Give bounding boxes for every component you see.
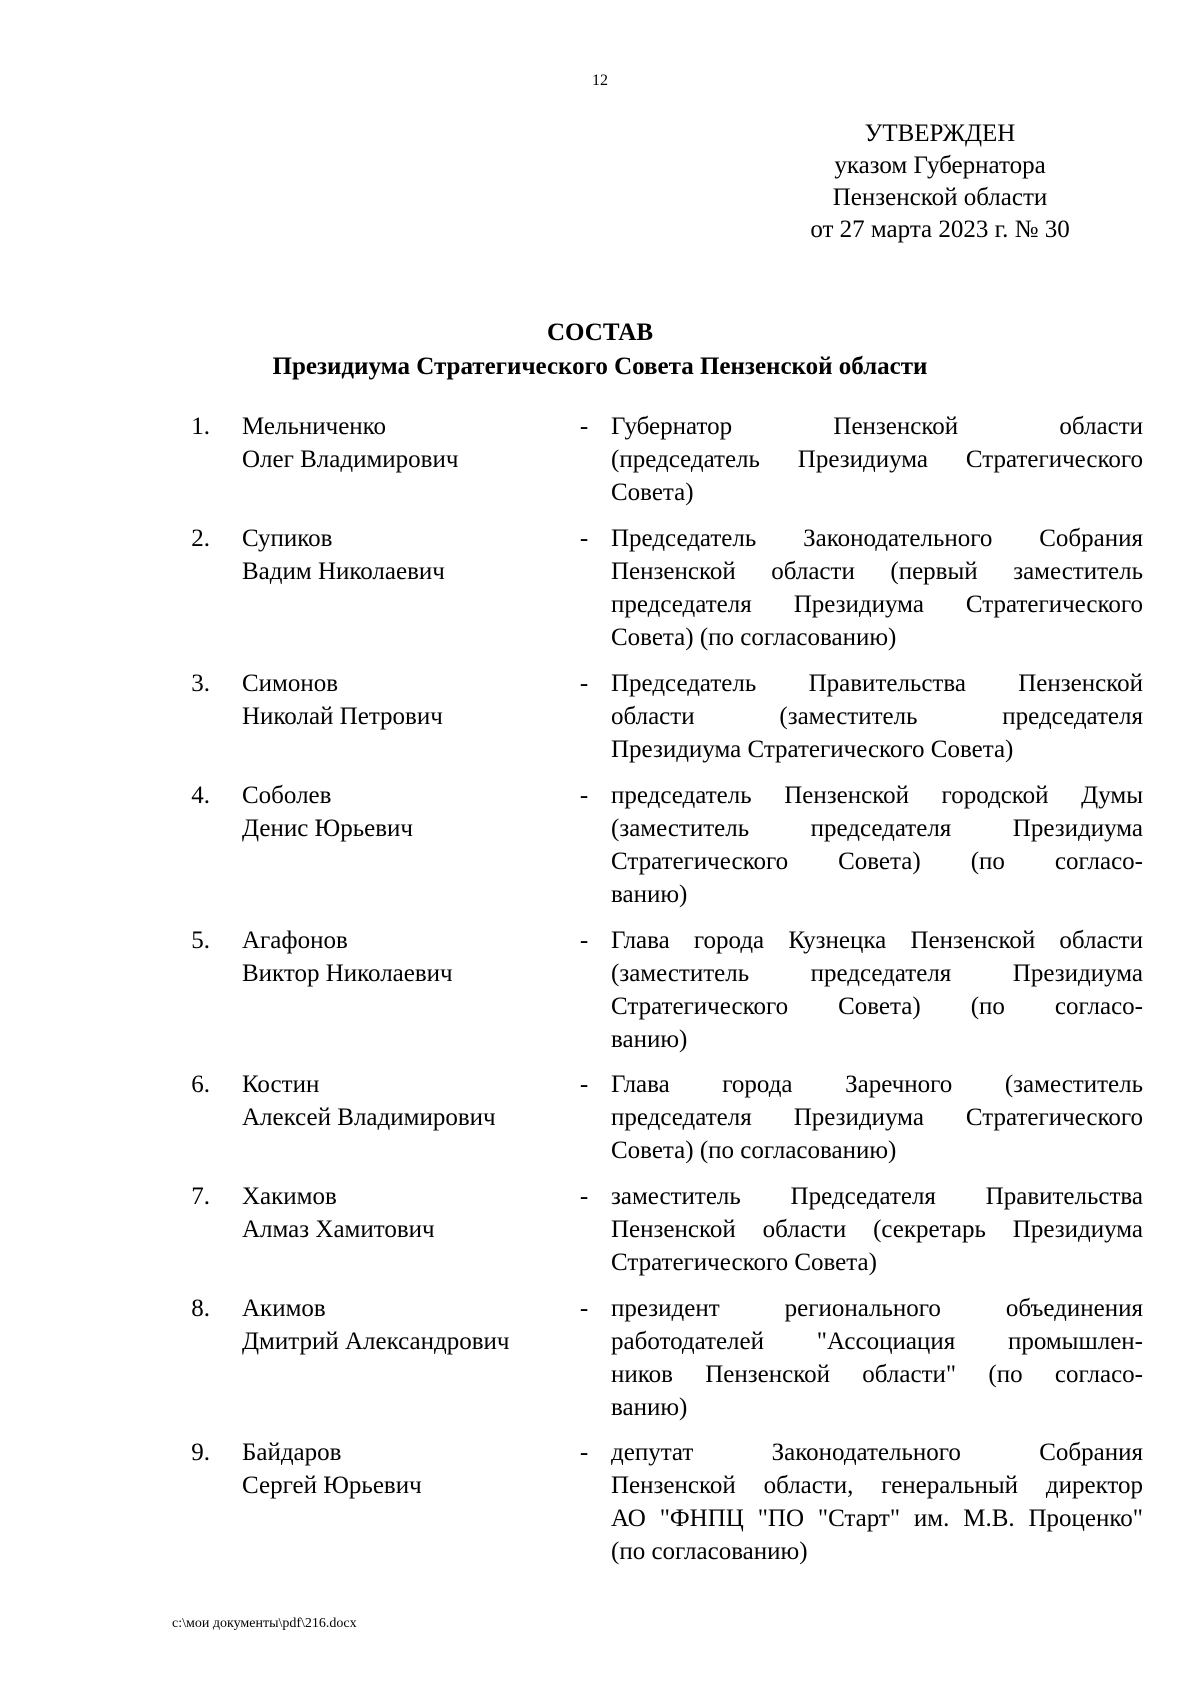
member-number: 3. — [191, 670, 210, 697]
role-line: Глава города Заречного (заместитель — [611, 1071, 1143, 1098]
member-dash: - — [579, 670, 589, 697]
role-line: области (заместитель председателя — [611, 703, 1143, 730]
member-given-names: Алексей Владимирович — [242, 1104, 496, 1131]
role-line: ванию) — [611, 1394, 688, 1421]
role-line: заместитель Председателя Правительства — [611, 1183, 1143, 1210]
role-line: Совета) (по согласованию) — [611, 1137, 897, 1164]
member-surname: Хакимов — [242, 1183, 337, 1210]
member-given-names: Денис Юрьевич — [242, 815, 414, 842]
member-name — [242, 667, 562, 733]
member-number: 6. — [191, 1071, 210, 1098]
role-line: Стратегического Совета) (по согласо- — [611, 848, 1143, 875]
member-number: 1. — [191, 413, 210, 440]
role-line: Губернатор Пензенской области — [611, 413, 1143, 440]
member-name — [242, 779, 562, 845]
role-line: председателя Президиума Стратегического — [611, 591, 1143, 618]
page-number: 12 — [592, 72, 608, 89]
footer-file-path: c:\мои документы\pdf\216.docx — [172, 1616, 357, 1631]
member-number: 2. — [191, 525, 210, 552]
role-line: Глава города Кузнецка Пензенской области — [611, 927, 1143, 954]
role-line: Стратегического Совета) (по согласо- — [611, 993, 1143, 1020]
role-line: Совета) (по согласованию) — [611, 624, 897, 651]
member-number: 4. — [191, 782, 210, 809]
role-line: (по согласованию) — [611, 1538, 808, 1565]
title-subheading: Президиума Стратегического Совета Пензенской области — [272, 353, 928, 380]
member-surname: Байдаров — [242, 1439, 342, 1466]
member-given-names: Вадим Николаевич — [242, 558, 445, 585]
role-line: АО "ФНПЦ "ПО "Старт" им. М.В. Проценко" — [611, 1505, 1143, 1532]
member-given-names: Алмаз Хамитович — [242, 1216, 435, 1243]
member-dash: - — [579, 1439, 589, 1466]
member-name — [242, 1436, 562, 1502]
member-given-names: Дмитрий Александрович — [242, 1328, 510, 1355]
member-given-names: Олег Владимирович — [242, 446, 459, 473]
role-line: Председатель Правительства Пензенской — [611, 670, 1143, 697]
role-line: ванию) — [611, 881, 688, 908]
member-number: 5. — [191, 927, 210, 954]
member-name — [242, 1068, 562, 1134]
approval-date-number: от 27 марта 2023 г. № 30 — [810, 216, 1070, 243]
member-surname: Соболев — [242, 782, 332, 809]
role-line: (председатель Президиума Стратегического — [611, 446, 1143, 473]
member-name — [242, 924, 562, 990]
role-line: ников Пензенской области" (по согласо- — [611, 1361, 1143, 1388]
member-surname: Костин — [242, 1071, 320, 1098]
member-dash: - — [579, 1295, 589, 1322]
role-line: ванию) — [611, 1026, 688, 1053]
member-surname: Мельниченко — [242, 413, 387, 440]
member-name — [242, 522, 562, 588]
member-role — [611, 779, 1143, 911]
member-role — [611, 1436, 1143, 1568]
approval-authority: указом Губернатора — [834, 152, 1046, 179]
member-name — [242, 1292, 562, 1358]
role-line: работодателей "Ассоциация промышлен- — [611, 1328, 1143, 1355]
approval-status: УТВЕРЖДЕН — [864, 120, 1016, 147]
member-role — [611, 1292, 1143, 1424]
member-role — [611, 924, 1143, 1056]
approval-region: Пензенской области — [832, 184, 1048, 211]
role-line: депутат Законодательного Собрания — [611, 1439, 1143, 1466]
member-role — [611, 1068, 1143, 1167]
member-role — [611, 667, 1143, 766]
role-line: Пензенской области, генеральный директор — [611, 1472, 1143, 1499]
role-line: Стратегического Совета) — [611, 1249, 877, 1276]
document-title — [0, 316, 1200, 384]
member-surname: Агафонов — [242, 927, 348, 954]
member-given-names: Николай Петрович — [242, 703, 443, 730]
role-line: председателя Президиума Стратегического — [611, 1104, 1143, 1131]
approval-stamp — [780, 118, 1100, 246]
member-surname: Симонов — [242, 670, 339, 697]
member-dash: - — [579, 413, 589, 440]
member-number: 7. — [191, 1183, 210, 1210]
member-role — [611, 522, 1143, 654]
member-dash: - — [579, 1183, 589, 1210]
member-surname: Супиков — [242, 525, 333, 552]
title-heading: СОСТАВ — [546, 319, 654, 346]
role-line: Совета) — [611, 479, 694, 506]
member-given-names: Сергей Юрьевич — [242, 1472, 422, 1499]
member-given-names: Виктор Николаевич — [242, 960, 453, 987]
role-line: Председатель Законодательного Собрания — [611, 525, 1143, 552]
role-line: президент регионального объединения — [611, 1295, 1143, 1322]
member-dash: - — [579, 1071, 589, 1098]
member-name — [242, 410, 562, 476]
role-line: Пензенской области (секретарь Президиума — [611, 1216, 1143, 1243]
member-name — [242, 1180, 562, 1246]
member-number: 9. — [191, 1439, 210, 1466]
role-line: Президиума Стратегического Совета) — [611, 736, 1014, 763]
member-number: 8. — [191, 1295, 210, 1322]
role-line: председатель Пензенской городской Думы — [611, 782, 1143, 809]
member-dash: - — [579, 782, 589, 809]
role-line: Пензенской области (первый заместитель — [611, 558, 1143, 585]
member-dash: - — [579, 927, 589, 954]
member-surname: Акимов — [242, 1295, 326, 1322]
role-line: (заместитель председателя Президиума — [611, 815, 1143, 842]
role-line: (заместитель председателя Президиума — [611, 960, 1143, 987]
member-dash: - — [579, 525, 589, 552]
member-role — [611, 1180, 1143, 1279]
member-role — [611, 410, 1143, 509]
